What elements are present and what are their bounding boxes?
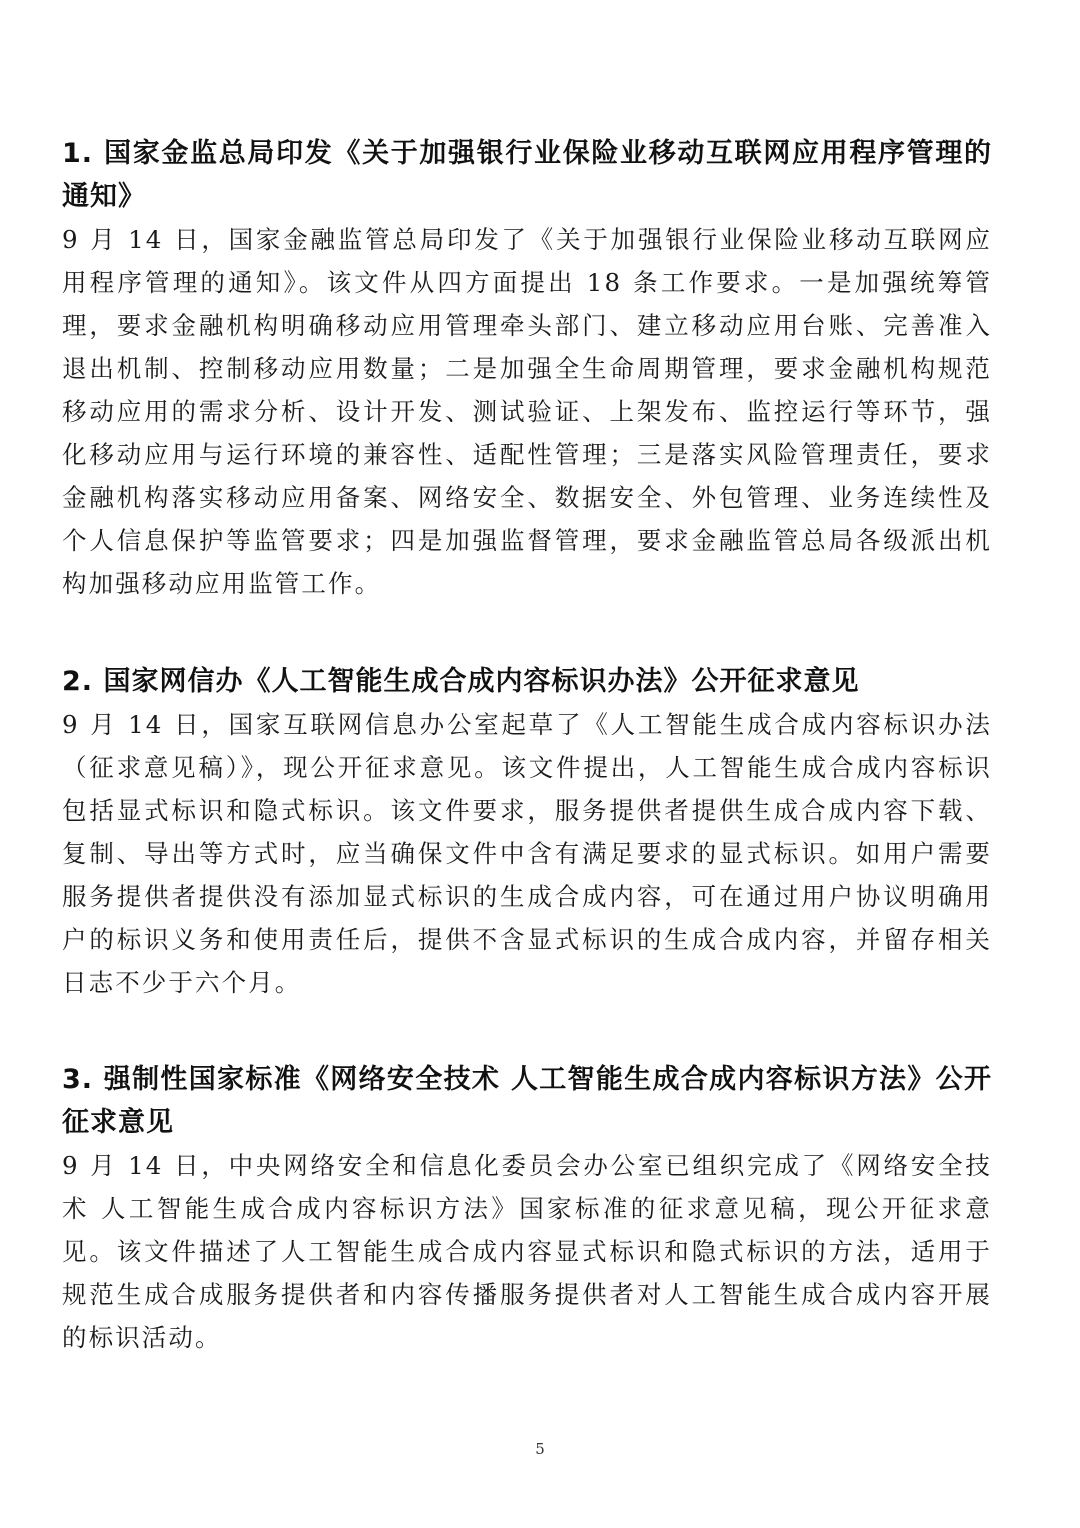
news-item-2 <box>62 660 992 1004</box>
news-item-1 <box>62 132 992 605</box>
news-item-heading: 1. 国家金监总局印发《关于加强银行业保险业移动互联网应用程序管理的通知》 <box>62 138 992 212</box>
news-item-body: 9 月 14 日，国家金融监管总局印发了《关于加强银行业保险业移动互联网应用程序管理的通知》。该文件从四方面提出 18 条工作要求。一是加强统筹管理，要求金融机构明确移动应用管理牵头部门、建立移动应用台账、完善准入退出机制、控制移动应用数量；二是加强全生命周期管理，要求金融机构规范移动应用的需求分析、设计开发、测试验证、上架发布、监控运行等环节，强化移动应用与运行环境的兼容性、适配性管理；三是落实风险管理责任，要求金融机构落实移动应用备案、网络安全、数据安全、外包管理、业务连续性及个人信息保护等监管要求；四是加强监督管理，要求金融监管总局各级派出机构加强移动应用监管工作。 <box>62 225 992 598</box>
news-item-body: 9 月 14 日，中央网络安全和信息化委员会办公室已组织完成了《网络安全技术 人工智能生成合成内容标识方法》国家标准的征求意见稿，现公开征求意见。该文件描述了人工智能生成合成内容显式标识和隐式标识的方法，适用于规范生成合成服务提供者和内容传播服务提供者对人工智能生成合成内容开展的标识活动。 <box>62 1151 992 1352</box>
news-item-heading: 2. 国家网信办《人工智能生成合成内容标识办法》公开征求意见 <box>62 666 860 697</box>
news-item-3 <box>62 1058 992 1359</box>
news-item-heading: 3. 强制性国家标准《网络安全技术 人工智能生成合成内容标识方法》公开征求意见 <box>62 1064 992 1138</box>
page-number: 5 <box>535 1440 545 1458</box>
news-item-body: 9 月 14 日，国家互联网信息办公室起草了《人工智能生成合成内容标识办法（征求意见稿）》，现公开征求意见。该文件提出，人工智能生成合成内容标识包括显式标识和隐式标识。该文件要求，服务提供者提供生成合成内容下载、复制、导出等方式时，应当确保文件中含有满足要求的显式标识。如用户需要服务提供者提供没有添加显式标识的生成合成内容，可在通过用户协议明确用户的标识义务和使用责任后，提供不含显式标识的生成合成内容，并留存相关日志不少于六个月。 <box>62 710 992 997</box>
